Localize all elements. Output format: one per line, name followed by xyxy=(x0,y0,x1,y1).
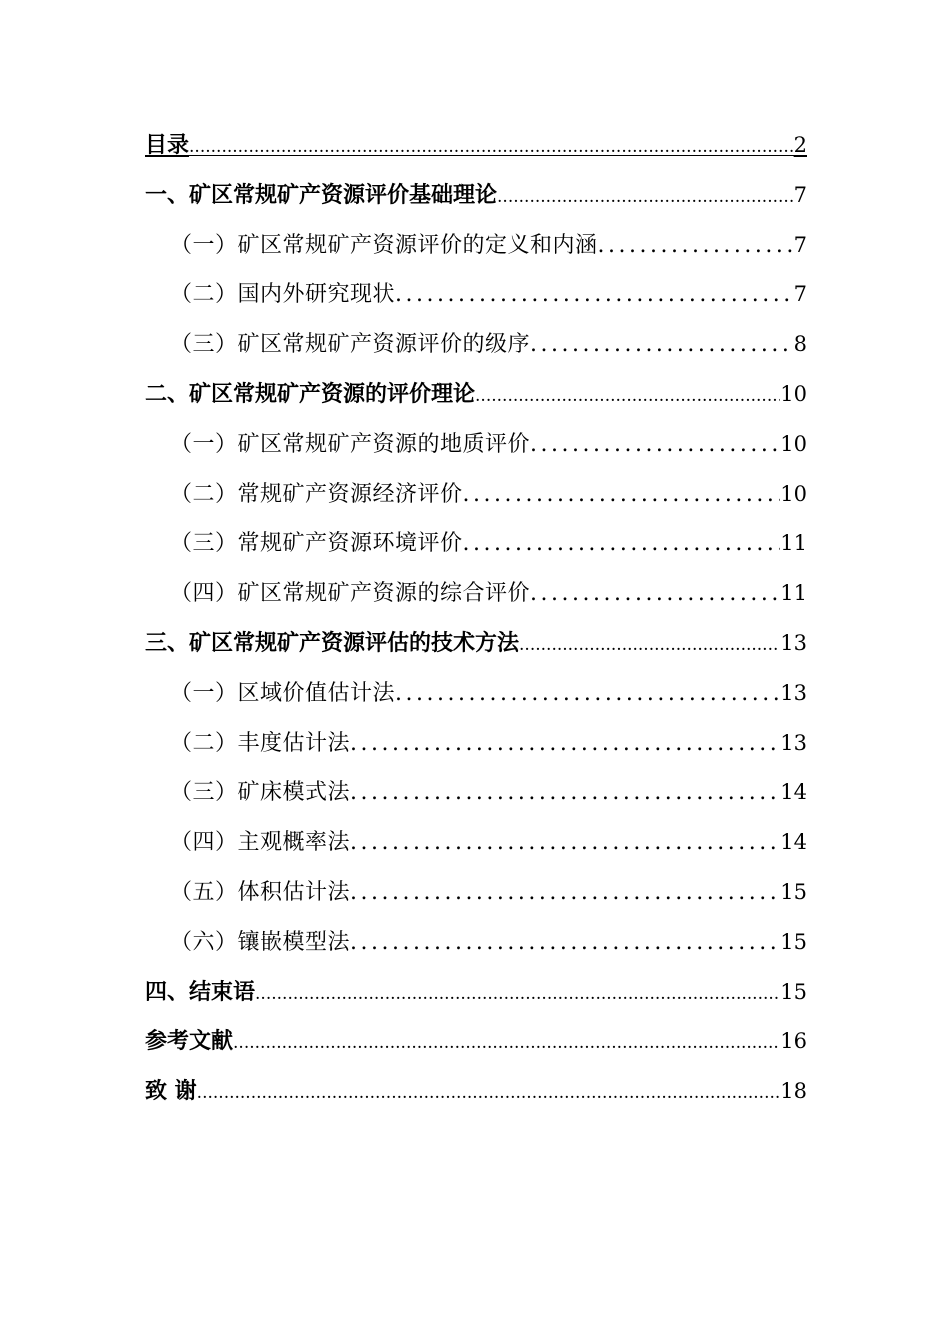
toc-dot-leader xyxy=(395,681,780,706)
toc-entry-page: 15 xyxy=(780,979,807,1004)
toc-entry[interactable] xyxy=(145,178,807,228)
toc-entry-title: （五）体积估计法 xyxy=(170,879,351,905)
toc-entry-title: （六）镶嵌模型法 xyxy=(170,929,351,955)
toc-subentry[interactable] xyxy=(145,875,807,925)
toc-dot-leader xyxy=(530,432,780,457)
toc-entry-page: 2 xyxy=(793,133,807,157)
toc-dot-leader xyxy=(497,187,794,207)
toc-entry-title: 一、矿区常规矿产资源评价基础理论 xyxy=(145,182,498,208)
toc-entry-title: 二、矿区常规矿产资源的评价理论 xyxy=(145,381,476,407)
toc-entry[interactable] xyxy=(145,1024,807,1074)
toc-dot-leader xyxy=(189,137,794,157)
toc-entry-title: （二）常规矿产资源经济评价 xyxy=(170,481,463,507)
toc-entry-title: （四）矿区常规矿产资源的综合评价 xyxy=(170,581,531,607)
toc-entry-page: 15 xyxy=(780,879,807,904)
toc-entry-page: 11 xyxy=(780,531,807,556)
toc-dot-leader xyxy=(233,1033,780,1053)
toc-entry-page: 13 xyxy=(780,630,807,655)
toc-entry-page: 13 xyxy=(780,680,807,705)
toc-entry-title: （一）区域价值估计法 xyxy=(170,680,396,706)
toc-subentry[interactable] xyxy=(145,825,807,875)
toc-entry-page: 18 xyxy=(780,1079,807,1104)
toc-entry[interactable] xyxy=(145,975,807,1025)
toc-entry-page: 15 xyxy=(780,929,807,954)
toc-dot-leader xyxy=(475,386,780,406)
toc-entry-title: （三）矿区常规矿产资源评价的级序 xyxy=(170,332,531,358)
toc-subentry[interactable] xyxy=(145,925,807,975)
toc-entry-title: 目录 xyxy=(145,133,190,158)
toc-entry-title: （四）主观概率法 xyxy=(170,830,351,856)
toc-entry-title: 四、结束语 xyxy=(145,979,256,1005)
toc-subentry[interactable] xyxy=(145,576,807,626)
toc-entry-page: 8 xyxy=(793,332,807,357)
toc-subentry[interactable] xyxy=(145,477,807,527)
toc-entry-title: 参考文献 xyxy=(145,1029,234,1055)
toc-entry-title: 致 谢 xyxy=(145,1079,197,1105)
toc-dot-leader xyxy=(598,233,794,258)
toc-entry[interactable] xyxy=(145,1074,807,1124)
toc-dot-leader xyxy=(350,930,780,955)
toc-entry[interactable] xyxy=(145,377,807,427)
toc-entry[interactable] xyxy=(145,128,807,178)
toc-entry-page: 10 xyxy=(780,431,807,456)
toc-dot-leader xyxy=(255,984,780,1004)
toc-subentry[interactable] xyxy=(145,228,807,278)
table-of-contents xyxy=(145,128,807,1124)
toc-subentry[interactable] xyxy=(145,526,807,576)
toc-entry-title: （二）丰度估计法 xyxy=(170,730,351,756)
toc-entry[interactable] xyxy=(145,626,807,676)
toc-dot-leader xyxy=(350,880,780,905)
toc-dot-leader xyxy=(463,482,781,507)
toc-subentry[interactable] xyxy=(145,775,807,825)
toc-dot-leader xyxy=(519,635,780,655)
toc-dot-leader xyxy=(395,282,794,307)
toc-entry-title: （三）常规矿产资源环境评价 xyxy=(170,531,463,557)
toc-entry-title: （一）矿区常规矿产资源的地质评价 xyxy=(170,431,531,457)
toc-entry-page: 14 xyxy=(780,780,807,805)
toc-dot-leader xyxy=(350,780,780,805)
toc-subentry[interactable] xyxy=(145,327,807,377)
toc-entry-page: 11 xyxy=(780,581,807,606)
toc-entry-page: 10 xyxy=(780,481,807,506)
toc-dot-leader xyxy=(530,332,794,357)
toc-dot-leader xyxy=(350,731,780,756)
toc-entry-page: 7 xyxy=(793,182,807,207)
toc-subentry[interactable] xyxy=(145,277,807,327)
toc-subentry[interactable] xyxy=(145,427,807,477)
toc-entry-title: 三、矿区常规矿产资源评估的技术方法 xyxy=(145,630,520,656)
toc-dot-leader xyxy=(530,581,780,606)
toc-entry-page: 10 xyxy=(780,381,807,406)
toc-entry-title: （三）矿床模式法 xyxy=(170,780,351,806)
toc-entry-title: （二）国内外研究现状 xyxy=(170,282,396,308)
toc-entry-title: （一）矿区常规矿产资源评价的定义和内涵 xyxy=(170,232,598,258)
toc-entry-page: 7 xyxy=(793,232,807,257)
toc-entry-page: 13 xyxy=(780,730,807,755)
toc-subentry[interactable] xyxy=(145,676,807,726)
toc-dot-leader xyxy=(350,830,780,855)
toc-entry-page: 7 xyxy=(793,282,807,307)
toc-entry-page: 16 xyxy=(780,1029,807,1054)
toc-dot-leader xyxy=(197,1083,781,1103)
toc-entry-page: 14 xyxy=(780,830,807,855)
toc-subentry[interactable] xyxy=(145,726,807,776)
toc-dot-leader xyxy=(463,531,781,556)
